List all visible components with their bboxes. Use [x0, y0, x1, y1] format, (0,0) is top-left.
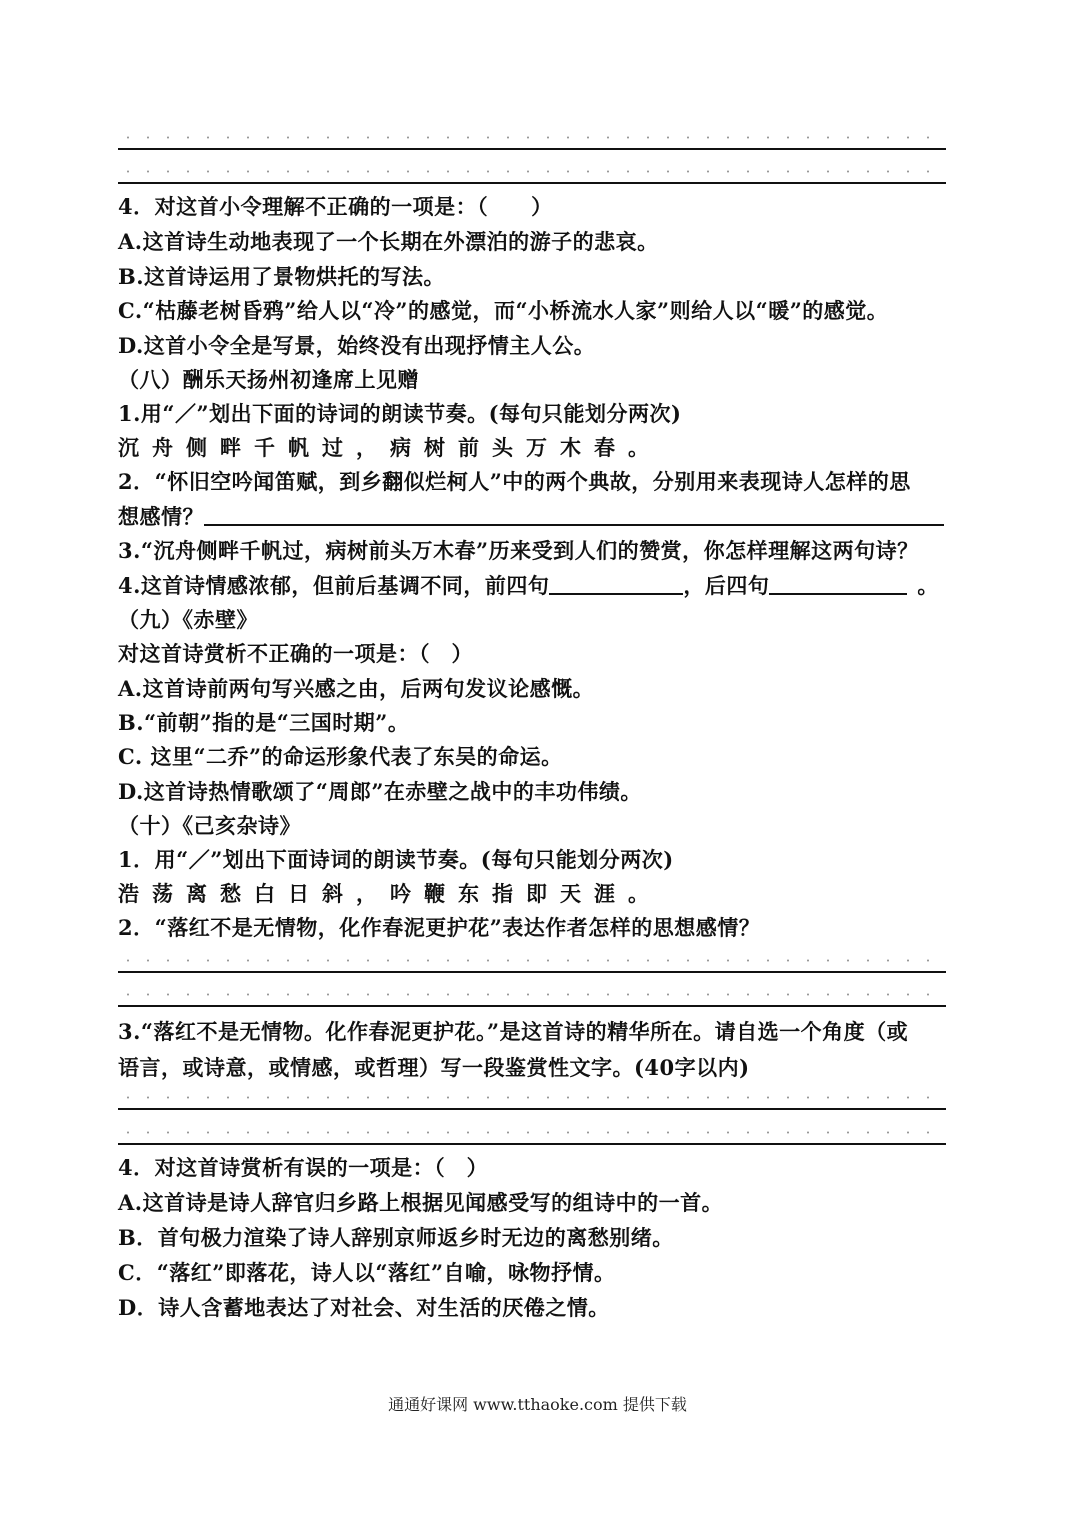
question-text-fragment: 想感情？: [118, 504, 204, 529]
section-title: （八）酬乐天扬州初逢席上见赠: [118, 367, 419, 392]
option-a: A.这首诗生动地表现了一个长期在外漂泊的游子的悲哀。: [118, 229, 659, 254]
option-a: A.这首诗前两句写兴感之由，后两句发议论感慨。: [118, 676, 595, 701]
question-text: 3.“落红不是无情物。化作春泥更护花。”是这首诗的精华所在。请自选一个角度（或: [118, 1019, 909, 1044]
answer-blank[interactable]: [204, 502, 944, 526]
answer-line[interactable]: [118, 1143, 946, 1145]
question-text: 4．对这首小令理解不正确的一项是：（ ）: [118, 194, 553, 219]
question-text: 4．对这首诗赏析有误的一项是：（ ）: [118, 1155, 489, 1180]
question-text: 2．“怀旧空吟闻笛赋，到乡翻似烂柯人”中的两个典故，分别用来表现诗人怎样的思: [118, 469, 911, 494]
option-d: D.这首诗热情歌颂了“周郎”在赤壁之战中的丰功伟绩。: [118, 779, 642, 804]
answer-line: [118, 148, 946, 150]
question-text: 1.用“／”划出下面的诗词的朗读节奏。(每句只能划分两次): [118, 401, 682, 426]
poem-line: 沉舟侧畔千帆过，病树前头万木春。: [118, 435, 662, 460]
answer-blank[interactable]: [769, 571, 907, 595]
option-b: B.这首诗运用了景物烘托的写法。: [118, 264, 446, 289]
section-title: （九）《赤壁》: [118, 607, 258, 632]
question-text-fragment: 。: [917, 573, 939, 598]
option-d: D.这首小令全是写景，始终没有出现抒情主人公。: [118, 333, 596, 358]
option-b: B.“前朝”指的是“三国时期”。: [118, 710, 410, 735]
question-text: 2．“落红不是无情物，化作春泥更护花”表达作者怎样的思想感情？: [118, 915, 761, 940]
option-b: B．首句极力渲染了诗人辞别京师返乡时无边的离愁别绪。: [118, 1225, 674, 1250]
section-title: （十）《己亥杂诗》: [118, 813, 301, 838]
page-footer: 通通好课网 www.tthaoke.com 提供下载: [388, 1395, 687, 1414]
answer-line[interactable]: [118, 1005, 946, 1007]
question-fill-in: [118, 571, 939, 601]
answer-line: [118, 182, 946, 184]
option-d: D．诗人含蓄地表达了对社会、对生活的厌倦之情。: [118, 1295, 610, 1320]
option-c: C．“落红”即落花，诗人以“落红”自喻，咏物抒情。: [118, 1260, 616, 1285]
answer-line[interactable]: [118, 1108, 946, 1110]
answer-line[interactable]: [118, 971, 946, 973]
option-a: A.这首诗是诗人辞官归乡路上根据见闻感受写的组诗中的一首。: [118, 1190, 724, 1215]
question-text: 1．用“／”划出下面诗词的朗读节奏。(每句只能划分两次): [118, 847, 674, 872]
option-c: C.“枯藤老树昏鸦”给人以“冷”的感觉，而“小桥流水人家”则给人以“暖”的感觉。: [118, 298, 889, 323]
question-text-continued: [118, 502, 944, 532]
poem-line: 浩荡离愁白日斜，吟鞭东指即天涯。: [118, 881, 662, 906]
question-text: 语言，或诗意，或情感，或哲理）写一段鉴赏性文字。(40字以内): [118, 1055, 750, 1080]
question-text: 3.“沉舟侧畔千帆过，病树前头万木春”历来受到人们的赞赏，你怎样理解这两句诗？: [118, 538, 919, 563]
answer-blank[interactable]: [549, 571, 683, 595]
question-text-fragment: ，后四句: [683, 573, 770, 598]
question-text: 对这首诗赏析不正确的一项是：（ ）: [118, 641, 473, 666]
option-c: C. 这里“二乔”的命运形象代表了东吴的命运。: [118, 744, 563, 769]
question-text-fragment: 4.这首诗情感浓郁，但前后基调不同，前四句: [118, 573, 550, 598]
